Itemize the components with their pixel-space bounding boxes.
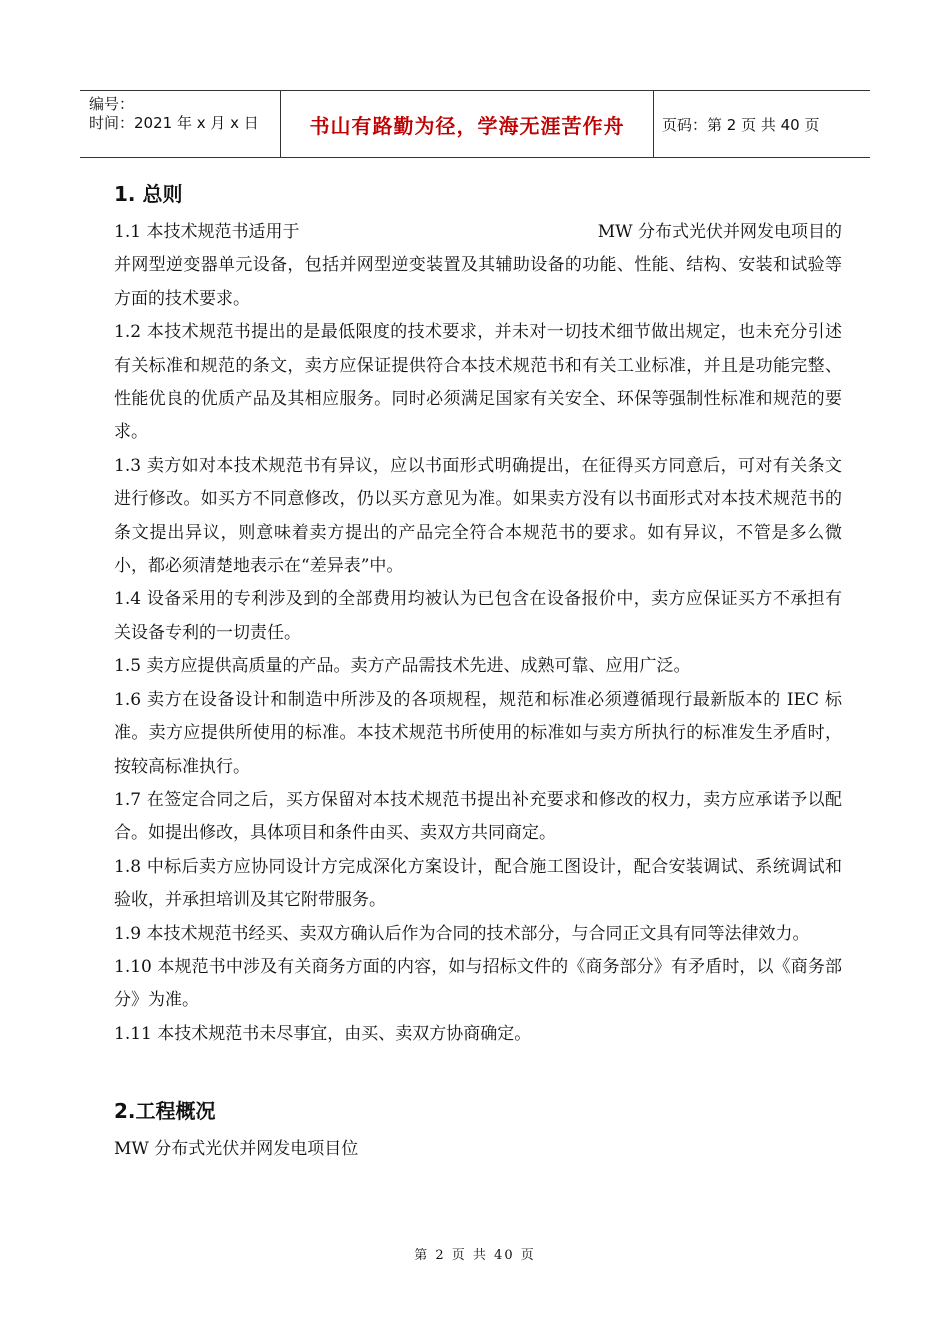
clause-1-2: 1.2 本技术规范书提出的是最低限度的技术要求，并未对一切技术细节做出规定，也未充分引述有关标准和规范的条文，卖方应保证提供符合本技术规范书和有关工业标准，并且是功能完整、性能优良的优质产品及其相应服务。同时必须满足国家有关安全、环保等强制性标准和规范的要求。: [114, 322, 842, 443]
clause-1-11: 1.11 本技术规范书未尽事宜，由买、卖双方协商确定。: [114, 1023, 532, 1044]
clause-1-1: [114, 216, 842, 316]
clause-1-1-first-line: [114, 216, 842, 249]
document-date: 时间：2021 年 x 月 x 日: [89, 114, 259, 132]
clause-1-3: 1.3 卖方如对本技术规范书有异议，应以书面形式明确提出，在征得买方同意后，可对有关条文进行修改。如买方不同意修改，仍以买方意见为准。如果卖方没有以书面形式对本技术规范书的条文提出异议，则意味着卖方提出的产品完全符合本规范书的要求。如有异议，不管是多么微小，都必须清楚地表示在“差异表”中。: [114, 455, 842, 577]
document-body: [114, 172, 842, 1167]
clause-1-10: 1.10 本规范书中涉及有关商务方面的内容，如与招标文件的《商务部分》有矛盾时，以《商务部分》为准。: [114, 956, 842, 1011]
page-header: [80, 90, 870, 158]
clause-1-9: 1.9 本技术规范书经买、卖双方确认后作为合同的技术部分，与合同正文具有同等法律效力。: [114, 923, 810, 944]
clause-1-8: 1.8 中标后卖方应协同设计方完成深化方案设计，配合施工图设计，配合安装调试、系统调试和验收，并承担培训及其它附带服务。: [114, 856, 842, 911]
clause-1-1-end: MW 分布式光伏并网发电项目的: [597, 222, 842, 242]
clause-1-1-rest: 并网型逆变器单元设备，包括并网型逆变装置及其辅助设备的功能、性能、结构、安装和试验等方面的技术要求。: [114, 255, 842, 309]
clause-1-7: 1.7 在签定合同之后，买方保留对本技术规范书提出补充要求和修改的权力，卖方应承诺予以配合。如提出修改，具体项目和条件由买、卖双方共同商定。: [114, 789, 842, 844]
clause-1-4: 1.4 设备采用的专利涉及到的全部费用均被认为已包含在设备报价中，卖方应保证买方不承担有关设备专利的一切责任。: [114, 589, 842, 643]
section-1-title: 1. 总则: [114, 182, 183, 206]
section-2-first-line: MW 分布式光伏并网发电项目位: [114, 1139, 359, 1160]
header-page-info: 页码：第 2 页 共 40 页: [662, 115, 820, 134]
header-motto: 书山有路勤为径，学海无涯苦作舟: [281, 91, 654, 157]
section-spacer: [114, 1051, 842, 1089]
clause-1-1-start: 1.1 本技术规范书适用于: [114, 222, 300, 242]
clause-1-6: 1.6 卖方在设备设计和制造中所涉及的各项规程，规范和标准必须遵循现行最新版本的 IEC 标准。卖方应提供所使用的标准。本技术规范书所使用的标准如与卖方所执行的标准发生矛盾时，按较高标准执行。: [114, 689, 842, 777]
section-2-title: 2.工程概况: [114, 1099, 216, 1124]
header-meta-cell: [80, 91, 281, 157]
clause-1-5: 1.5 卖方应提供高质量的产品。卖方产品需技术先进、成熟可靠、应用广泛。: [114, 656, 691, 677]
document-number-label: 编号：: [89, 95, 135, 113]
page-footer: 第 2 页 共 40 页: [414, 1248, 536, 1263]
